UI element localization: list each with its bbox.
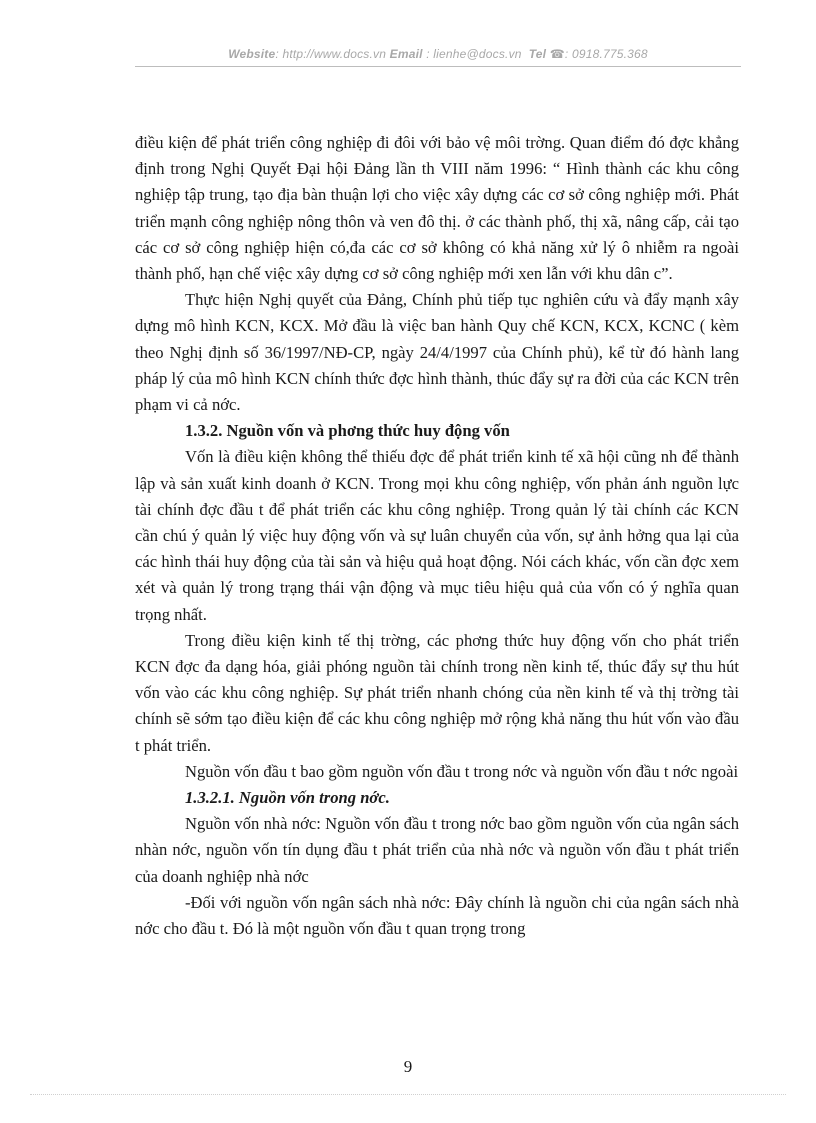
header-divider xyxy=(135,66,741,67)
email-value: : lienhe@docs.vn xyxy=(422,47,522,61)
email-label: Email xyxy=(389,47,423,61)
tel-label: Tel xyxy=(528,47,547,61)
paragraph-4: Trong điều kiện kinh tế thị trờng, các phơng thức huy động vốn cho phát triển KCN đợc đa dạng hóa, giải phóng nguồn tài chính trong nền kinh tế, thúc đẩy sự thu hút vốn vào các khu công nghiệp. Sự phát triển nhanh chóng của nền kinh tế và thị trờng tài chính sẽ sớm tạo điều kiện để các khu công nghiệp mở rộng khả năng thu hút vốn vào đầu t phát triển. xyxy=(135,630,739,755)
section-heading-1-3-2: 1.3.2. Nguồn vốn và phơng thức huy động vốn xyxy=(185,421,510,441)
paragraph-6: Nguồn vốn nhà nớc: Nguồn vốn đầu t trong nớc bao gồm nguồn vốn của ngân sách nhàn nớc, nguồn vốn tín dụng đầu t phát triển của nhà nớc và nguồn vốn đầu t phát triển của doanh nghiệp nhà nớc xyxy=(135,814,739,886)
paragraph-3: Vốn là điều kiện không thể thiếu đợc để phát triển kinh tế xã hội cũng nh để thành lập và sản xuất kinh doanh ở KCN. Trong mọi khu công nghiệp, vốn phản ánh nguồn lực tài chính đợc đầu t để phát triển các khu công nghiệp. Trong quản lý tài chính các KCN cần chú ý quản lý việc huy động vốn và sự luân chuyển của vốn, sự ảnh hởng qua lại của các hình thái huy động của tài sản và hiệu quả hoạt động. Nói cách khác, vốn cần đợc xem xét và quản lý trong trạng thái vận động và mục tiêu hiệu quả của vốn có ý nghĩa quan trọng nhất. xyxy=(135,447,739,624)
paragraph-1: điều kiện để phát triển công nghiệp đi đôi với bảo vệ môi trờng. Quan điểm đó đợc khẳng định trong Nghị Quyết Đại hội Đảng lần th VIII năm 1996: “ Hình thành các khu công nghiệp tập trung, tạo địa bàn thuận lợi cho việc xây dựng các cơ sở công nghiệp mới. Phát triển mạnh công nghiệp nông thôn và ven đô thị. ở các thành phố, thị xã, nâng cấp, cải tạo các cơ sở công nghiệp hiện có,đa các cơ sở không có khả năng xử lý ô nhiễm ra ngoài thành phố, hạn chế việc xây dựng cơ sở công nghiệp mới xen lẫn với khu dân c”. xyxy=(135,133,739,284)
website-value: : http://www.docs.vn xyxy=(275,47,387,61)
footer-divider xyxy=(30,1094,786,1095)
page-number: 9 xyxy=(403,1057,413,1076)
paragraph-2: Thực hiện Nghị quyết của Đảng, Chính phủ tiếp tục nghiên cứu và đẩy mạnh xây dựng mô hình KCN, KCX. Mở đầu là việc ban hành Quy chế KCN, KCX, KCNC ( kèm theo Nghị định số 36/1997/NĐ-CP, ngày 24/4/1997 của Chính phủ), kể từ đó hành lang pháp lý của mô hình KCN chính thức đợc hình thành, thúc đẩy sự ra đời của các KCN trên phạm vi cả nớc. xyxy=(135,290,739,415)
website-label: Website xyxy=(228,47,276,61)
tel-value: : 0918.775.368 xyxy=(564,47,648,61)
section-heading-1-3-2-1: 1.3.2.1. Nguồn vốn trong nớc. xyxy=(185,788,390,808)
page-header xyxy=(135,47,741,61)
paragraph-5: Nguồn vốn đầu t bao gồm nguồn vốn đầu t trong nớc và nguồn vốn đầu t nớc ngoài xyxy=(185,761,739,781)
document-body xyxy=(135,130,739,942)
paragraph-7: -Đối với nguồn vốn ngân sách nhà nớc: Đây chính là nguồn chi của ngân sách nhà nớc cho đầu t. Đó là một nguồn vốn đầu t quan trọng trong xyxy=(135,892,739,939)
phone-icon: ☎ xyxy=(549,47,565,61)
